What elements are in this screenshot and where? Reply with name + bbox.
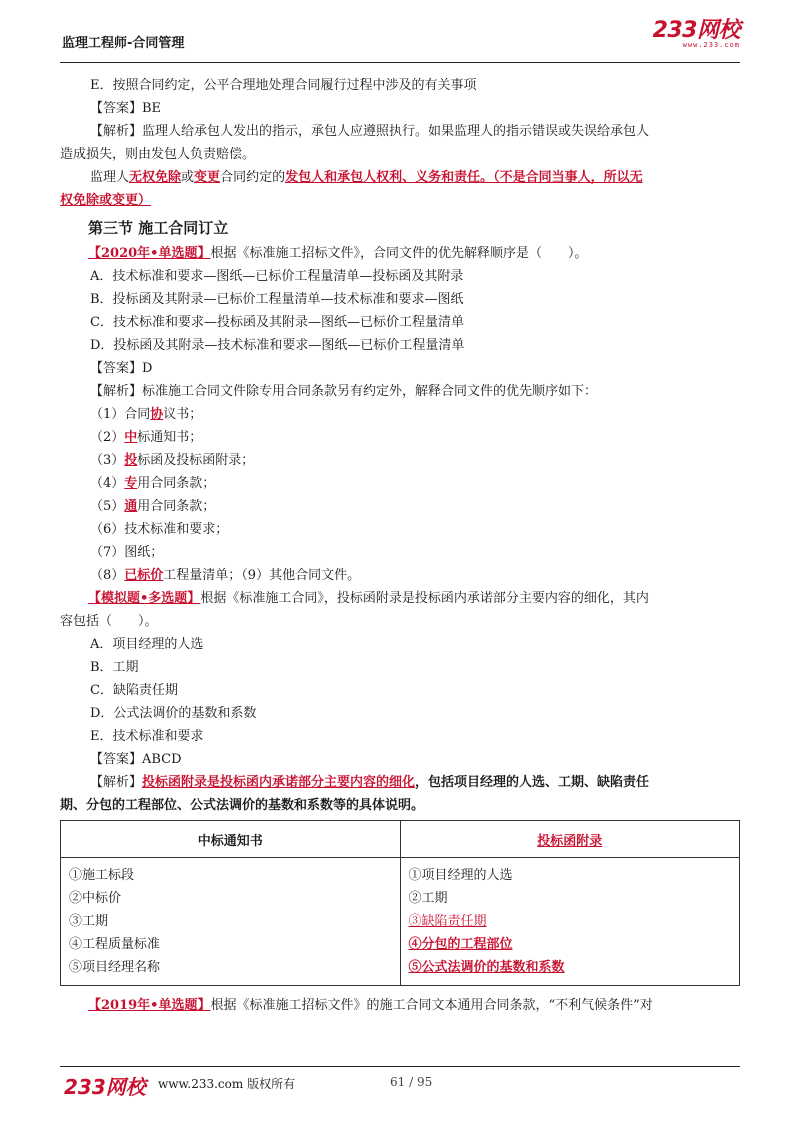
answer: 【答案】ABCD <box>90 752 182 767</box>
highlight: 专 <box>124 476 138 491</box>
cell-item: ⑤公式法调价的基数和系数 <box>408 960 565 975</box>
option-e: E．技术标准和要求 <box>90 729 204 744</box>
option-d: D．投标函及其附录—技术标准和要求—图纸—已标价工程量清单 <box>90 338 465 353</box>
text: 【解析】 <box>90 775 143 790</box>
answer: 【答案】D <box>90 361 153 376</box>
logo-text: 233网校 <box>652 18 740 43</box>
text: （2） <box>90 430 125 445</box>
page-footer <box>60 1066 740 1097</box>
order-item <box>88 495 740 518</box>
analysis-cont: 造成损失，则由发包人负责赔偿。 <box>60 147 256 162</box>
option-e: E．按照合同约定，公平合理地处理合同履行过程中涉及的有关事项 <box>90 78 477 93</box>
highlight: 已标价 <box>124 568 164 583</box>
order-item: （7）图纸； <box>90 545 164 560</box>
highlight: 发包人和承包人权利、义务和责任。（不是合同当事人，所以无 <box>285 170 643 185</box>
text: 工程量清单；（9）其他合同文件。 <box>163 568 361 583</box>
question-tag: 【2020年•单选题】 <box>88 246 211 261</box>
page-header <box>60 18 740 63</box>
text: 合同约定的 <box>220 170 286 185</box>
text: 标函及投标函附录； <box>137 453 255 468</box>
question-tag: 【2019年•单选题】 <box>88 998 211 1013</box>
cell-item: ②中标价 <box>69 891 122 906</box>
highlight: 协 <box>150 407 164 422</box>
option-b: B．工期 <box>90 660 139 675</box>
question-text: 根据《标准施工招标文件》，合同文件的优先解释顺序是（ ）。 <box>210 246 588 261</box>
option-c: C．技术标准和要求—投标函及其附录—图纸—已标价工程量清单 <box>90 315 464 330</box>
order-item <box>88 449 740 472</box>
table-header: 投标函附录 <box>400 821 740 858</box>
footer-logo: 233网校 <box>64 1075 146 1099</box>
logo-url: www.233.com <box>682 41 740 49</box>
order-item: （6）技术标准和要求； <box>90 522 229 537</box>
question-cont: 容包括（ ）。 <box>60 614 158 629</box>
cell-item: ②工期 <box>408 891 448 906</box>
question-text: 根据《标准施工合同》，投标函附录是投标函内承诺部分主要内容的细化，其内 <box>200 591 649 606</box>
document-body <box>60 74 740 817</box>
highlight: 通 <box>124 499 138 514</box>
text: 用合同条款； <box>137 499 216 514</box>
analysis: 【解析】标准施工合同文件除专用合同条款另有约定外，解释合同文件的优先顺序如下： <box>90 384 598 399</box>
highlight-line <box>88 166 740 189</box>
text: （3） <box>90 453 125 468</box>
option-a: A．项目经理的人选 <box>90 637 204 652</box>
option-d: D．公式法调价的基数和系数 <box>90 706 257 721</box>
text: 用合同条款； <box>137 476 216 491</box>
text: 议书； <box>163 407 203 422</box>
question-2 <box>88 587 740 610</box>
cell-item: ③缺陷责任期 <box>408 914 487 929</box>
highlight: 投标函附录是投标函内承诺部分主要内容的细化 <box>142 775 416 790</box>
brand-logo <box>653 18 740 49</box>
text: ，包括项目经理的人选、工期、缺陷责任 <box>415 775 650 790</box>
header-title: 监理工程师-合同管理 <box>62 36 185 51</box>
highlight: 无权免除 <box>129 170 182 185</box>
question-text: 根据《标准施工招标文件》的施工合同文本通用合同条款，“不利气候条件”对 <box>210 998 653 1013</box>
text: （5） <box>90 499 125 514</box>
highlight: 中 <box>124 430 138 445</box>
text: 或 <box>181 170 195 185</box>
question-1 <box>88 242 740 265</box>
table-cell-left <box>61 858 401 986</box>
text: 标通知书； <box>137 430 203 445</box>
cell-item: ④分包的工程部位 <box>408 937 513 952</box>
table-cell-right <box>400 858 740 986</box>
question-tag: 【模拟题•多选题】 <box>88 591 201 606</box>
cell-item: ①项目经理的人选 <box>408 868 513 883</box>
text: （1）合同 <box>90 407 151 422</box>
section-title: 第三节 施工合同订立 <box>88 219 229 237</box>
cell-item: ①施工标段 <box>69 868 135 883</box>
text: 监理人 <box>90 170 130 185</box>
analysis: 【解析】监理人给承包人发出的指示，承包人应遵照执行。如果监理人的指示错误或失误给承包人 <box>90 124 650 139</box>
order-item <box>88 564 740 587</box>
option-b: B．投标函及其附录—已标价工程量清单—技术标准和要求—图纸 <box>90 292 464 307</box>
highlight: 投 <box>124 453 138 468</box>
footer-copyright: www.233.com 版权所有 <box>158 1077 296 1091</box>
cell-item: ⑤项目经理名称 <box>69 960 161 975</box>
cell-item: ④工程质量标准 <box>69 937 161 952</box>
comparison-table <box>60 820 740 986</box>
cell-item: ③工期 <box>69 914 109 929</box>
analysis <box>88 771 740 794</box>
text: （8） <box>90 568 125 583</box>
page-number: 61 / 95 <box>390 1075 433 1089</box>
table-header: 中标通知书 <box>61 821 401 858</box>
order-item <box>88 426 740 449</box>
text: （4） <box>90 476 125 491</box>
highlight-cont: 权免除或变更） <box>60 193 152 208</box>
order-item <box>88 403 740 426</box>
analysis-cont: 期、分包的工程部位、公式法调价的基数和系数等的具体说明。 <box>60 798 425 813</box>
option-c: C．缺陷责任期 <box>90 683 178 698</box>
order-item <box>88 472 740 495</box>
answer: 【答案】BE <box>90 101 162 116</box>
highlight: 变更 <box>194 170 221 185</box>
option-a: A．技术标准和要求—图纸—已标价工程量清单—投标函及其附录 <box>90 269 464 284</box>
next-question <box>88 994 653 1013</box>
